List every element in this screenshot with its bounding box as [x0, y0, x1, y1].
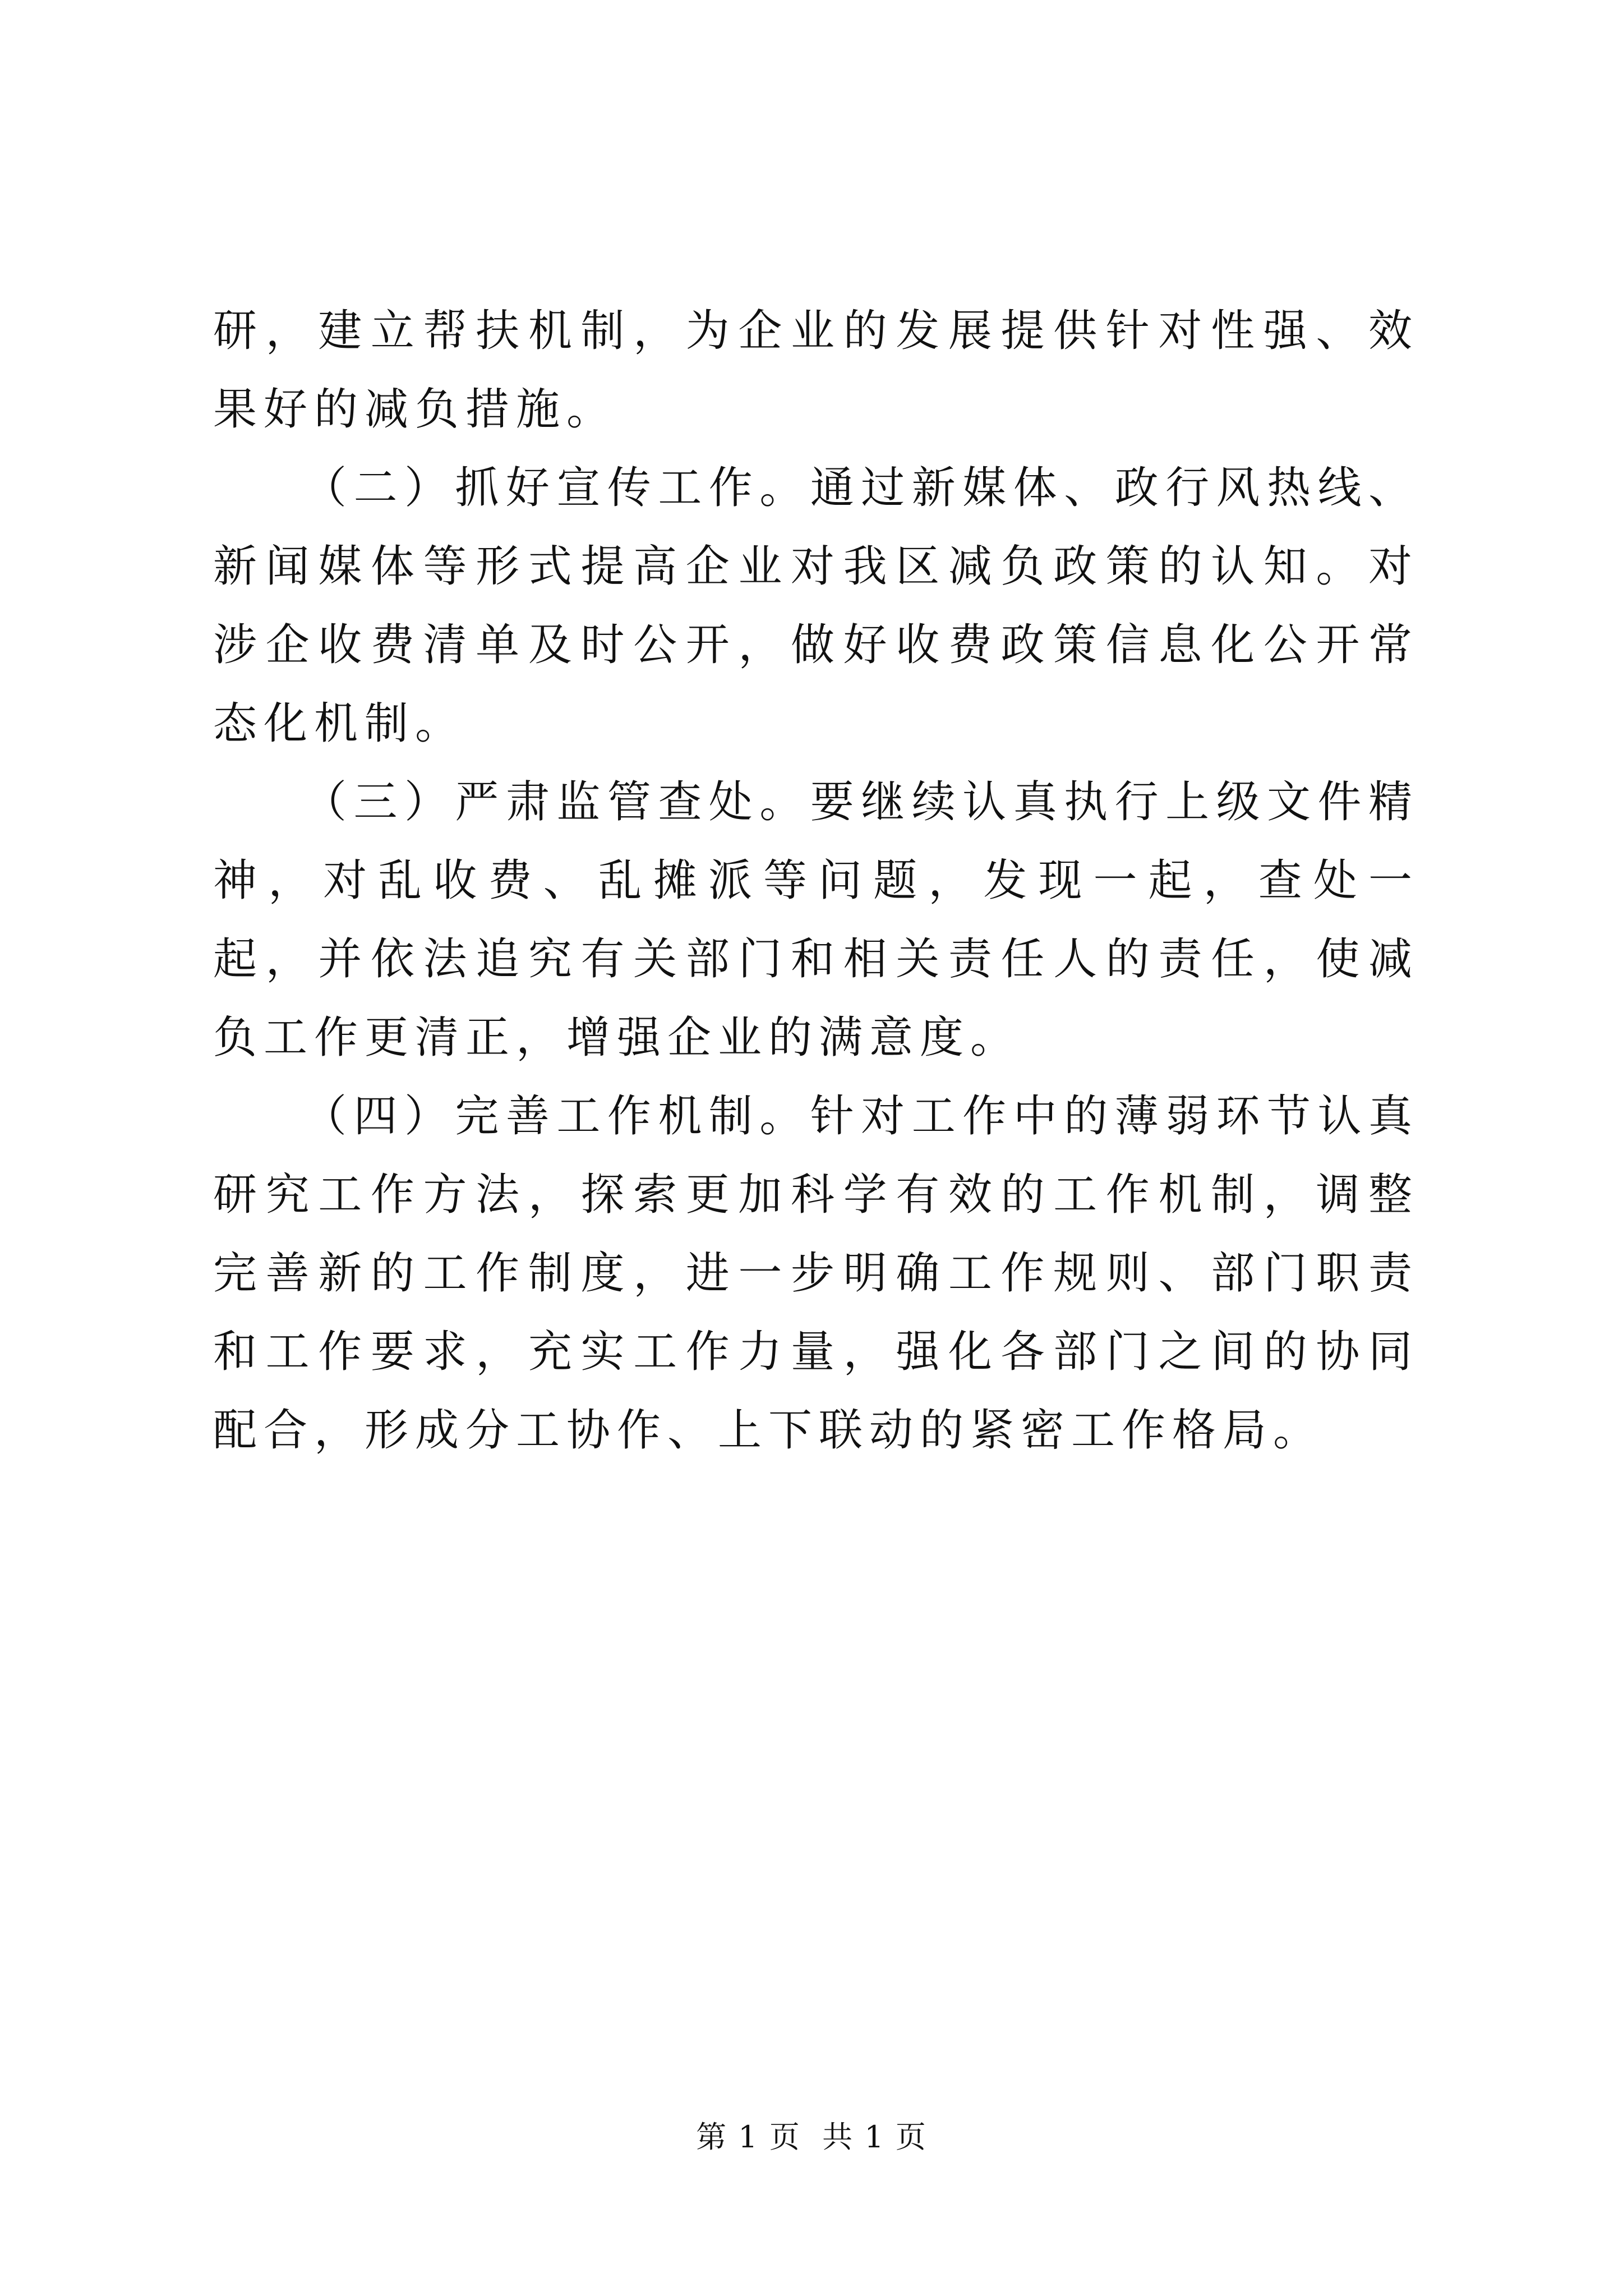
paragraph-continuation: 研，建立帮扶机制，为企业的发展提供针对性强、效果好的减负措施。: [213, 306, 1419, 435]
paragraph-mechanism: （四）完善工作机制。针对工作中的薄弱环节认真研究工作方法，探索更加科学有效的工作机制，调整完善新的工作制度，进一步明确工作规则、部门职责和工作要求，充实工作力量，强化各部门之间的协同配合，形成分工协作、上下联动的紧密工作格局。: [213, 1091, 1419, 1456]
page-number-label: 第 1 页 共 1 页: [696, 2119, 927, 2155]
page-footer: [0, 2118, 1623, 2157]
paragraph-supervision: （三）严肃监管查处。要继续认真执行上级文件精神，对乱收费、乱摊派等问题，发现一起，查处一起，并依法追究有关部门和相关责任人的责任，使减负工作更清正，增强企业的满意度。: [213, 777, 1419, 1063]
paragraph-publicity: （二）抓好宣传工作。通过新媒体、政行风热线、新闻媒体等形式提高企业对我区减负政策的认知。对涉企收费清单及时公开，做好收费政策信息化公开常态化机制。: [213, 463, 1419, 749]
document-body: [213, 292, 1419, 1470]
